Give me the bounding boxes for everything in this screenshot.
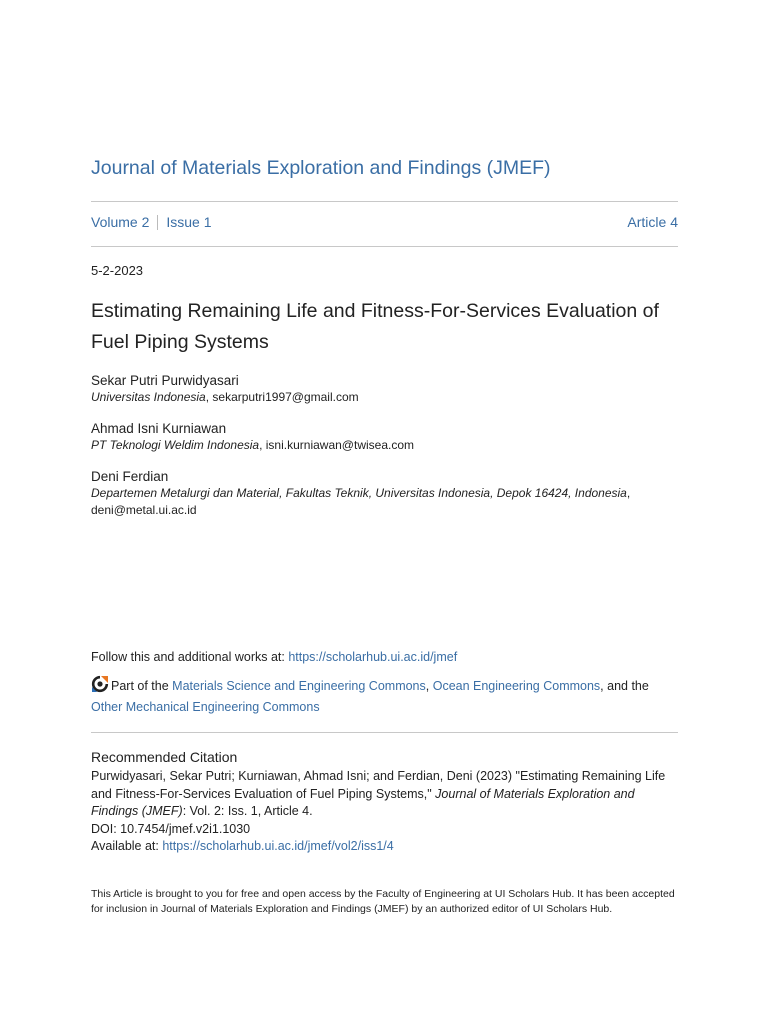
divider-bottom: [91, 732, 678, 733]
divider-middle: [91, 246, 678, 247]
part-of-line: [91, 675, 681, 718]
available-link[interactable]: https://scholarhub.ui.ac.id/jmef/vol2/iss1/4: [162, 839, 394, 853]
citation-doi: DOI: 10.7454/jmef.v2i1.1030: [91, 821, 251, 836]
affiliation-text: Universitas Indonesia: [91, 390, 206, 404]
volume-link[interactable]: Volume 2: [91, 214, 150, 230]
and-the: , and the: [600, 679, 649, 693]
commons-link-materials[interactable]: Materials Science and Engineering Commons: [172, 679, 426, 693]
comma: ,: [425, 679, 433, 693]
journal-title-link[interactable]: Journal of Materials Exploration and Findings (JMEF): [91, 157, 551, 179]
author-email: , sekarputri1997@gmail.com: [205, 390, 359, 404]
issue-link[interactable]: Issue 1: [166, 214, 212, 230]
affiliation-text: PT Teknologi Weldim Indonesia: [91, 438, 260, 452]
follow-link[interactable]: https://scholarhub.ui.ac.id/jmef: [288, 650, 458, 664]
citation-heading: Recommended Citation: [91, 749, 238, 765]
author-email: , isni.kurniawan@twisea.com: [259, 438, 414, 452]
author-block: [91, 468, 678, 519]
part-of-prefix: Part of the: [111, 679, 173, 693]
author-affiliation: [91, 437, 678, 454]
follow-line: [91, 650, 457, 664]
bepress-network-icon: [91, 675, 109, 693]
author-name: Deni Ferdian: [91, 469, 169, 484]
commons-link-ocean[interactable]: Ocean Engineering Commons: [432, 679, 601, 693]
author-name: Ahmad Isni Kurniawan: [91, 421, 227, 436]
author-email: , deni@metal.ui.ac.id: [91, 486, 631, 517]
citation-journal: Journal of Materials Exploration and Findings (JMEF): [91, 786, 635, 818]
article-link[interactable]: Article 4: [627, 214, 678, 230]
author-name: Sekar Putri Purwidyasari: [91, 373, 239, 388]
separator: [157, 215, 158, 230]
citation-body: [91, 768, 678, 856]
commons-link-mechanical[interactable]: Other Mechanical Engineering Commons: [91, 700, 320, 714]
available-label: Available at:: [91, 839, 163, 853]
affiliation-text: Departemen Metalurgi dan Material, Fakultas Teknik, Universitas Indonesia, Depok 16424, Indonesia: [91, 486, 627, 500]
author-affiliation: [91, 485, 678, 519]
author-block: [91, 372, 678, 406]
issue-row: [91, 214, 678, 230]
access-notice: This Article is brought to you for free and open access by the Faculty of Engineering at UI Scholars Hub. It has been accepted for inclusion in Journal of Materials Exploration and Findings (JMEF) by an authorized editor of UI Scholars Hub.: [91, 888, 675, 915]
citation-text: Purwidyasari, Sekar Putri; Kurniawan, Ahmad Isni; and Ferdian, Deni (2023) "Estimating Remaining Life and Fitness-For-Services Evaluation of Fuel Piping Systems,": [91, 769, 666, 801]
author-block: [91, 420, 678, 454]
author-affiliation: [91, 389, 678, 406]
divider-top: [91, 201, 678, 202]
volume-issue: [91, 214, 212, 230]
article-title: Estimating Remaining Life and Fitness-For-Services Evaluation of Fuel Piping Systems: [91, 300, 659, 353]
citation-volume: : Vol. 2: Iss. 1, Article 4.: [182, 804, 313, 818]
follow-text: Follow this and additional works at:: [91, 650, 289, 664]
publication-date: 5-2-2023: [91, 263, 144, 278]
